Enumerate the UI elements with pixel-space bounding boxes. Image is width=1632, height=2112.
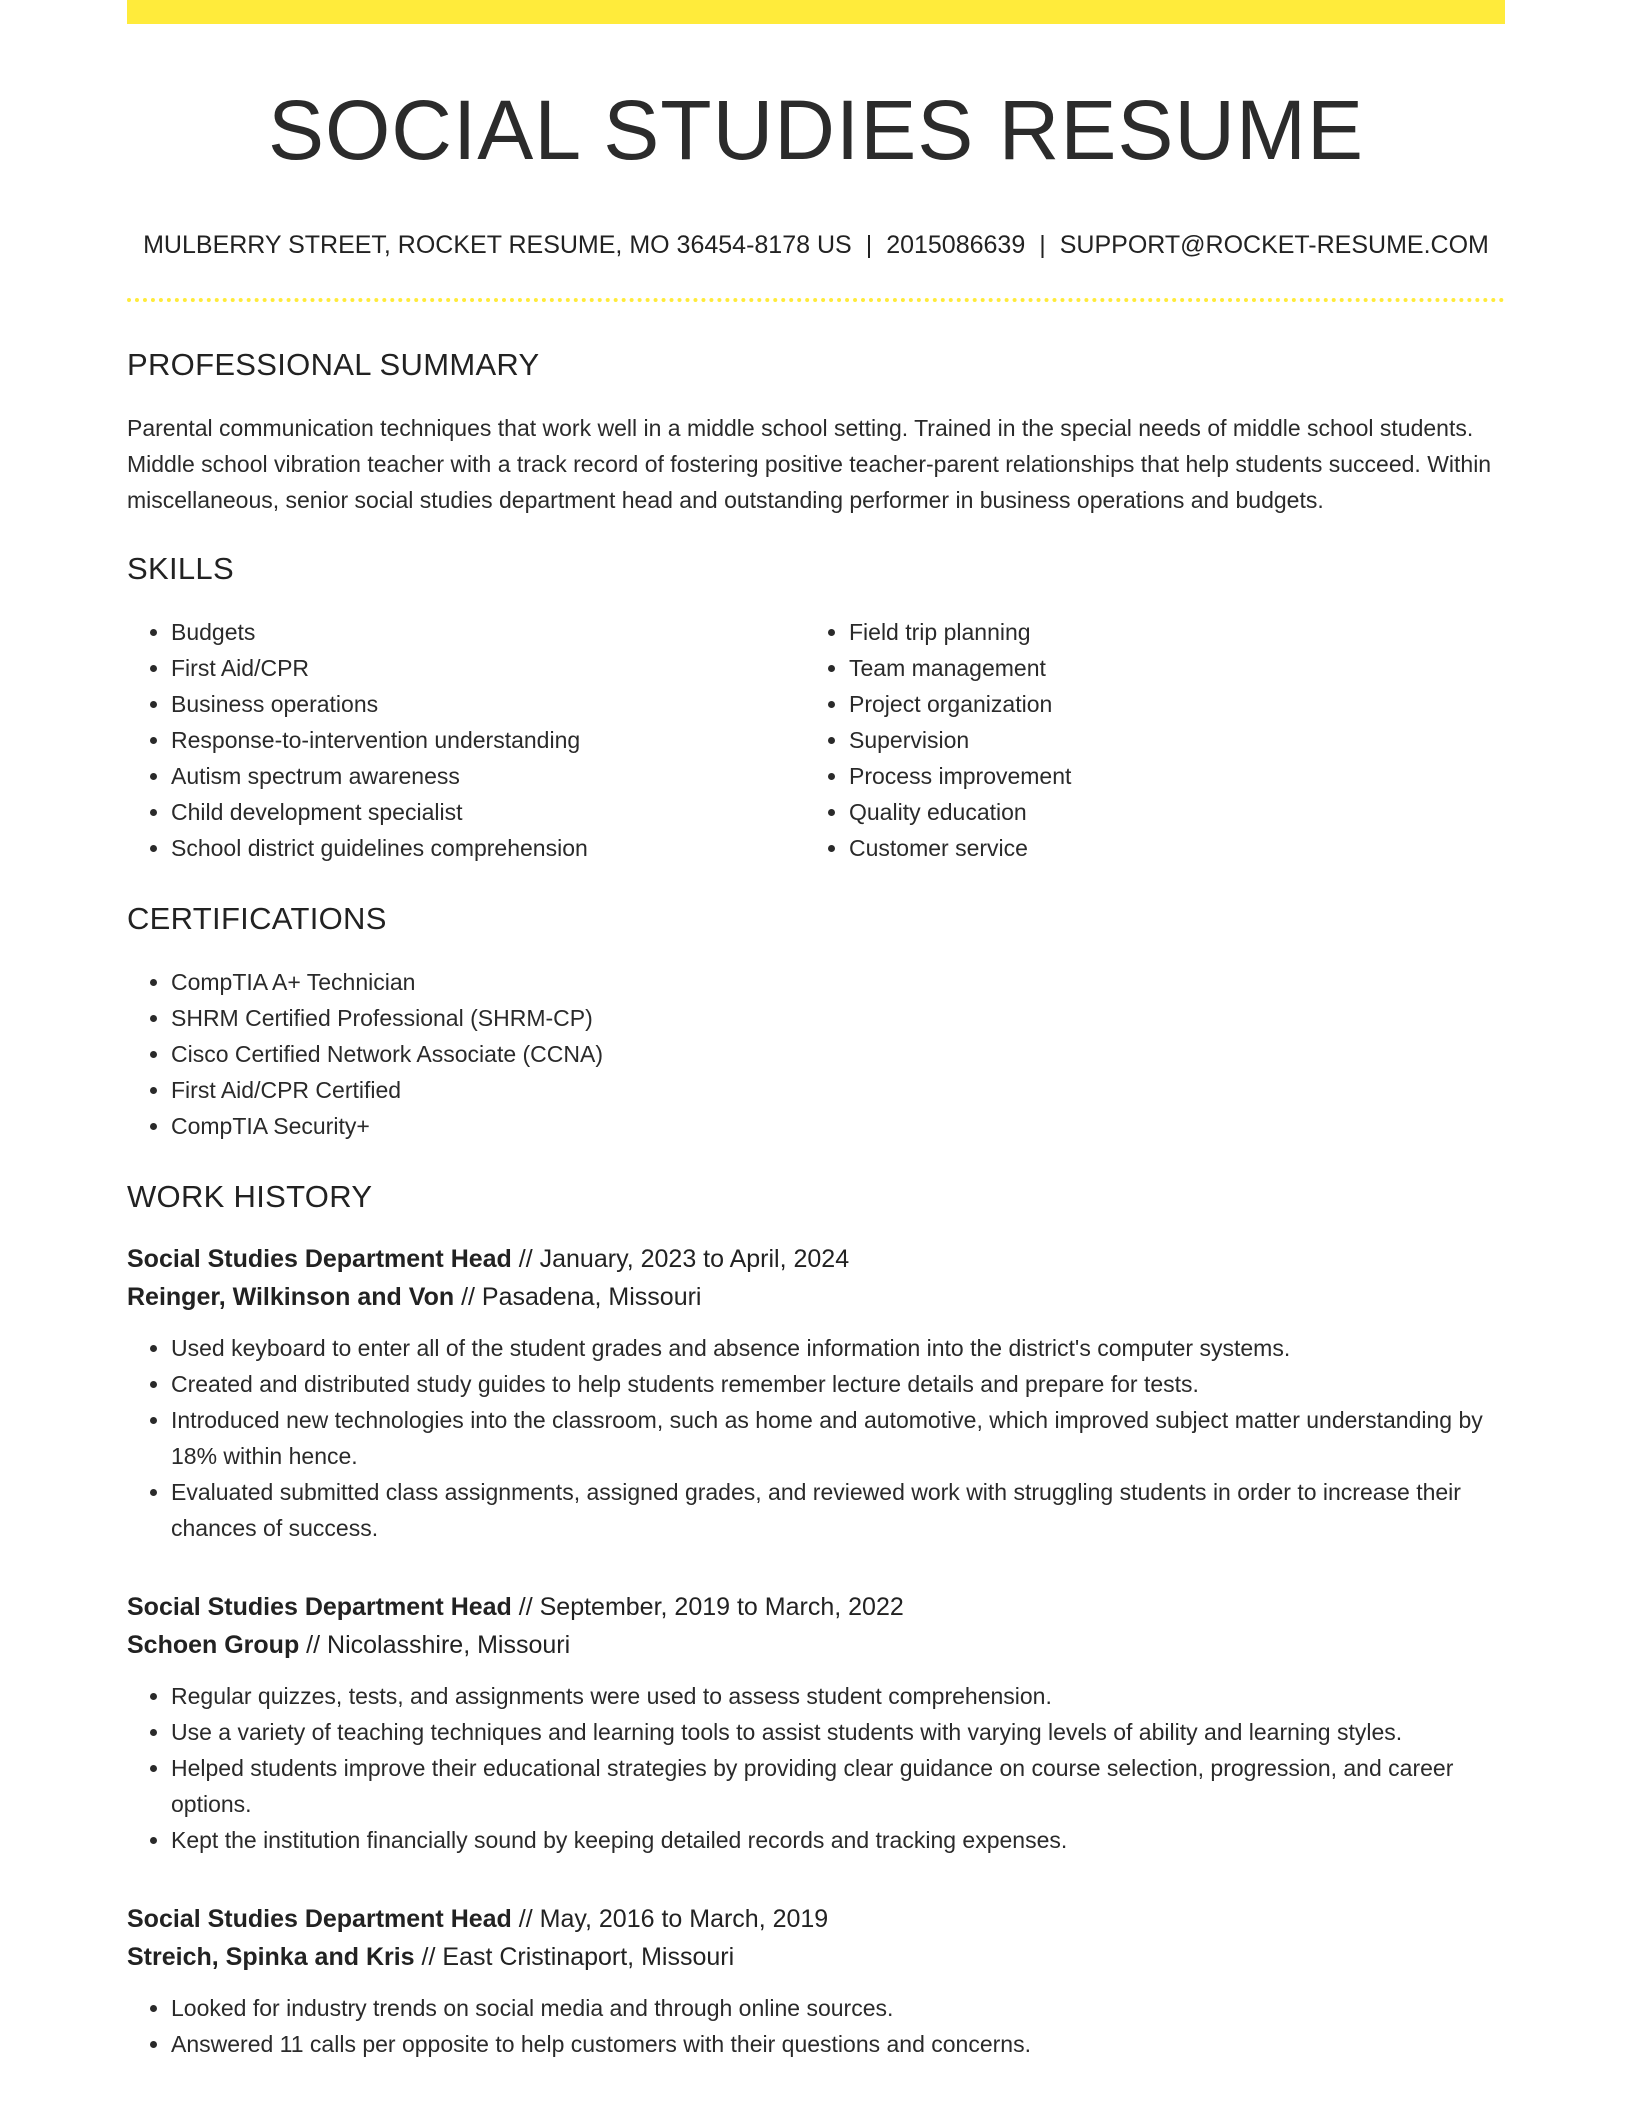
summary-heading: PROFESSIONAL SUMMARY bbox=[127, 347, 540, 382]
job-company: Reinger, Wilkinson and Von bbox=[127, 1283, 455, 1311]
contact-line bbox=[127, 230, 1505, 260]
job-title-line bbox=[127, 1588, 1505, 1626]
job-title: Social Studies Department Head bbox=[127, 1593, 512, 1621]
job-separator: // bbox=[414, 1943, 443, 1971]
certifications-heading: CERTIFICATIONS bbox=[127, 901, 387, 936]
job-location: Nicolasshire, Missouri bbox=[327, 1631, 571, 1659]
contact-phone: 2015086639 bbox=[886, 231, 1026, 259]
certification-item: • SHRM Certified Professional (SHRM-CP) bbox=[171, 1000, 1505, 1036]
job-dates: May, 2016 to March, 2019 bbox=[539, 1905, 829, 1933]
job-bullet: • Helped students improve their educational strategies by providing clear guidance on course selection, progression, and career options. bbox=[171, 1750, 1505, 1822]
skill-item: • Child development specialist bbox=[171, 794, 805, 830]
job-bullet-list bbox=[127, 1330, 1505, 1546]
job-bullet: • Use a variety of teaching techniques and learning tools to assist students with varying levels of ability and learning styles. bbox=[171, 1714, 1505, 1750]
job-bullet: • Created and distributed study guides to help students remember lecture details and prepare for tests. bbox=[171, 1366, 1505, 1402]
skill-item: • School district guidelines comprehension bbox=[171, 830, 805, 866]
job-entry bbox=[127, 1240, 1505, 1546]
job-entry bbox=[127, 1588, 1505, 1858]
skill-item: • Response-to-intervention understanding bbox=[171, 722, 805, 758]
job-bullet: • Evaluated submitted class assignments, assigned grades, and reviewed work with struggling students in order to increase their chances of success. bbox=[171, 1474, 1505, 1546]
job-bullet-list bbox=[127, 1990, 1505, 2062]
job-title-line bbox=[127, 1240, 1505, 1278]
resume-page bbox=[127, 0, 1505, 2062]
job-entry bbox=[127, 1900, 1505, 2062]
job-title: Social Studies Department Head bbox=[127, 1245, 512, 1273]
page-title: SOCIAL STUDIES RESUME bbox=[267, 83, 1365, 177]
skill-item: • Quality education bbox=[849, 794, 1483, 830]
certification-item: • CompTIA A+ Technician bbox=[171, 964, 1505, 1000]
certification-item: • CompTIA Security+ bbox=[171, 1108, 1505, 1144]
skills-column-right bbox=[805, 614, 1483, 866]
contact-address: MULBERRY STREET, ROCKET RESUME, MO 36454-8178 US bbox=[143, 231, 852, 259]
summary-text: Parental communication techniques that work well in a middle school setting. Trained in the special needs of middle school students. Middle school vibration teacher with a track record of fostering positive teacher-parent relationships that help students succeed. Within miscellaneous, senior social studies department head and outstanding performer in business operations and budgets. bbox=[127, 415, 1492, 513]
contact-email: SUPPORT@ROCKET-RESUME.COM bbox=[1059, 231, 1489, 259]
job-separator: // bbox=[454, 1283, 482, 1311]
skill-item: • Autism spectrum awareness bbox=[171, 758, 805, 794]
job-bullet: • Looked for industry trends on social media and through online sources. bbox=[171, 1990, 1505, 2026]
skill-item: • Field trip planning bbox=[849, 614, 1483, 650]
job-title: Social Studies Department Head bbox=[127, 1905, 512, 1933]
job-bullet: • Introduced new technologies into the classroom, such as home and automotive, which improved subject matter understanding by 18% within hence. bbox=[171, 1402, 1505, 1474]
skill-item: • Business operations bbox=[171, 686, 805, 722]
work-history-heading: WORK HISTORY bbox=[127, 1179, 373, 1214]
job-bullet-list bbox=[127, 1678, 1505, 1858]
skill-item: • Customer service bbox=[849, 830, 1483, 866]
certifications-list bbox=[127, 964, 1505, 1144]
job-company: Streich, Spinka and Kris bbox=[127, 1943, 415, 1971]
job-dates: September, 2019 to March, 2022 bbox=[539, 1593, 904, 1621]
skill-item: • Project organization bbox=[849, 686, 1483, 722]
contact-separator: | bbox=[865, 231, 873, 259]
job-dates: January, 2023 to April, 2024 bbox=[539, 1245, 850, 1273]
job-location: East Cristinaport, Missouri bbox=[442, 1943, 735, 1971]
skill-item: • Supervision bbox=[849, 722, 1483, 758]
job-company-line bbox=[127, 1626, 1505, 1664]
job-company: Schoen Group bbox=[127, 1631, 300, 1659]
top-accent-bar bbox=[127, 0, 1505, 24]
skills-heading: SKILLS bbox=[127, 551, 234, 586]
work-history-list bbox=[127, 1240, 1505, 2062]
job-bullet: • Kept the institution financially sound by keeping detailed records and tracking expenses. bbox=[171, 1822, 1505, 1858]
job-separator: // bbox=[511, 1593, 540, 1621]
skill-item: • Team management bbox=[849, 650, 1483, 686]
skill-item: • Budgets bbox=[171, 614, 805, 650]
certification-item: • First Aid/CPR Certified bbox=[171, 1072, 1505, 1108]
job-title-line bbox=[127, 1900, 1505, 1938]
job-location: Pasadena, Missouri bbox=[481, 1283, 702, 1311]
skill-item: • Process improvement bbox=[849, 758, 1483, 794]
job-bullet: • Regular quizzes, tests, and assignments were used to assess student comprehension. bbox=[171, 1678, 1505, 1714]
skills-list bbox=[127, 614, 1505, 866]
dotted-divider bbox=[127, 298, 1505, 302]
contact-separator: | bbox=[1039, 231, 1046, 259]
job-company-line bbox=[127, 1938, 1505, 1976]
skills-column-left bbox=[127, 614, 805, 866]
certification-item: • Cisco Certified Network Associate (CCNA) bbox=[171, 1036, 1505, 1072]
job-company-line bbox=[127, 1278, 1505, 1316]
job-separator: // bbox=[299, 1631, 328, 1659]
skill-item: • First Aid/CPR bbox=[171, 650, 805, 686]
job-bullet: • Answered 11 calls per opposite to help customers with their questions and concerns. bbox=[171, 2026, 1505, 2062]
job-separator: // bbox=[511, 1245, 540, 1273]
job-separator: // bbox=[511, 1905, 540, 1933]
job-bullet: • Used keyboard to enter all of the student grades and absence information into the district's computer systems. bbox=[171, 1330, 1505, 1366]
